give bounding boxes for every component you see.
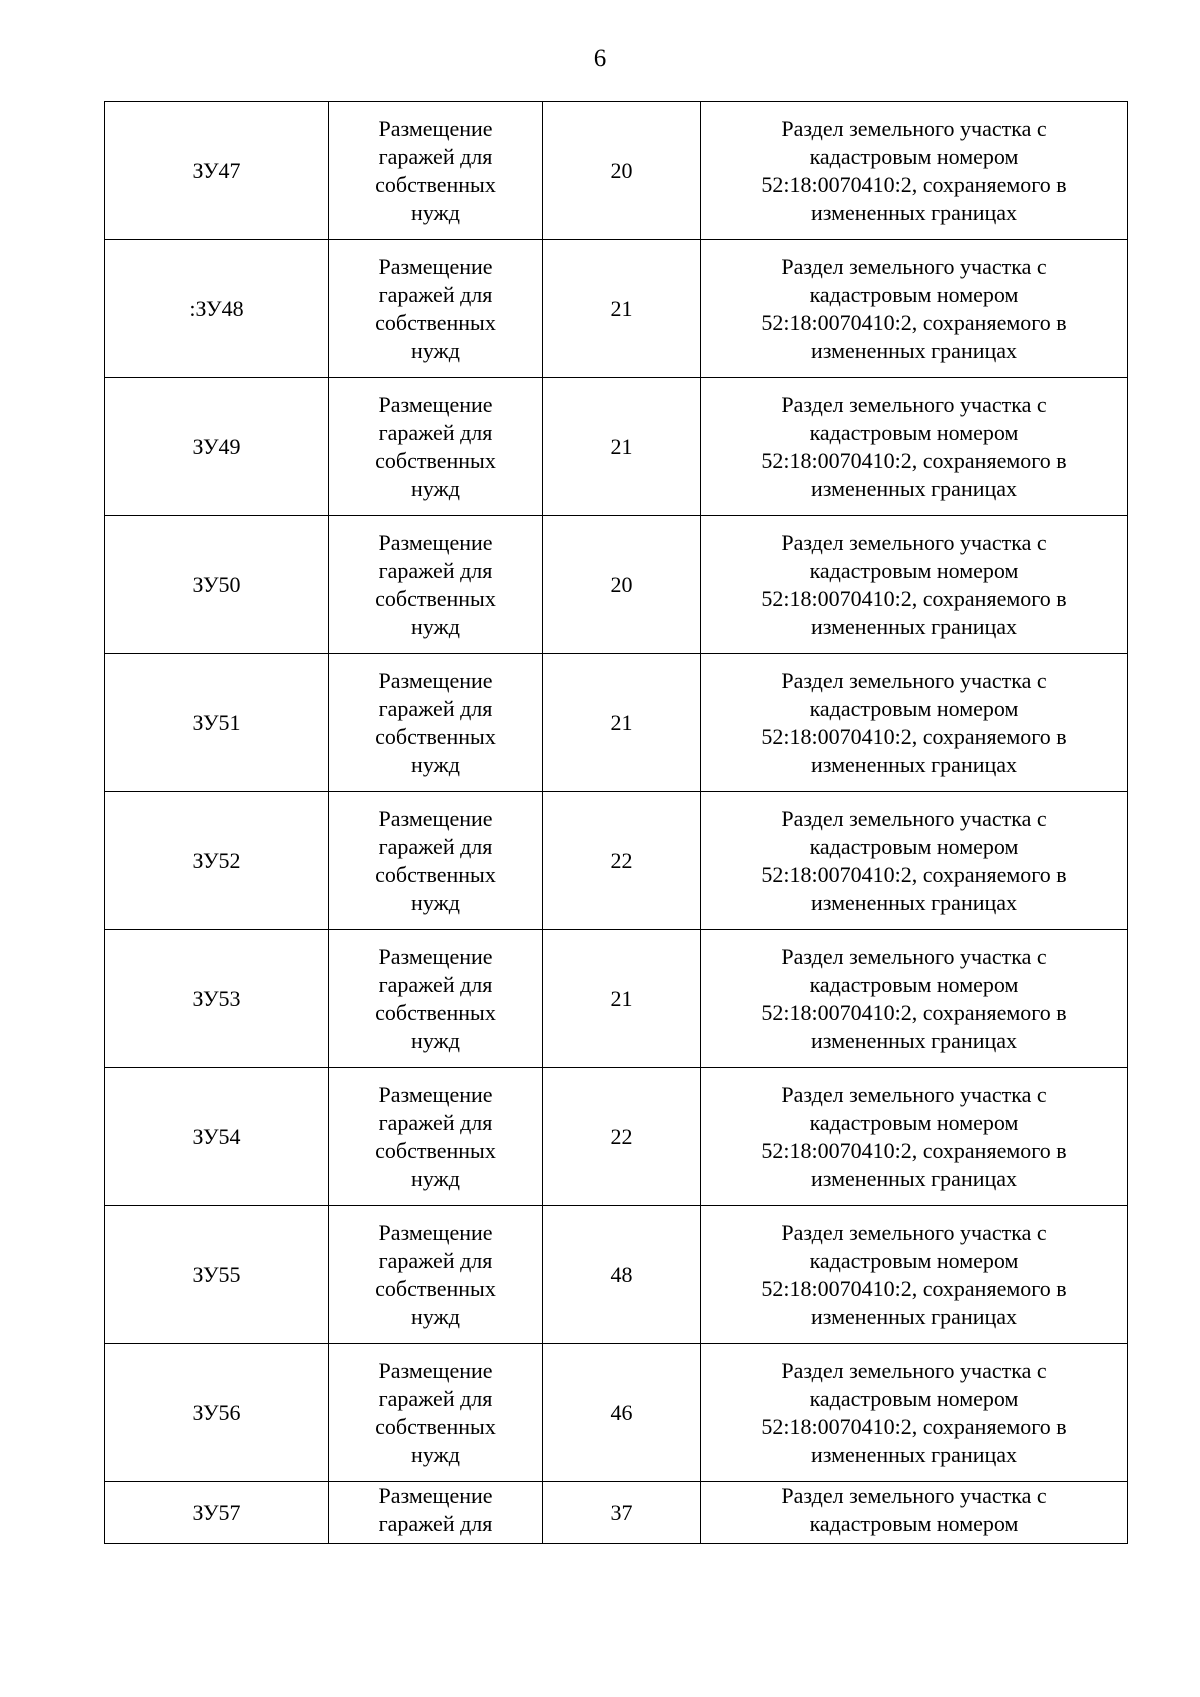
permitted-use-text: Размещение гаражей для собственных нужд: [375, 1219, 496, 1329]
permitted-use-text: Размещение гаражей для: [378, 1483, 493, 1536]
permitted-use-text: Размещение гаражей для собственных нужд: [375, 667, 496, 777]
table-row: [105, 930, 1128, 1068]
area-cell: 21: [543, 240, 701, 378]
area-cell: 46: [543, 1344, 701, 1482]
permitted-use-cell: [329, 516, 543, 654]
area-cell: 22: [543, 792, 701, 930]
permitted-use-text: Размещение гаражей для собственных нужд: [375, 805, 496, 915]
permitted-use-cell: [329, 1482, 543, 1544]
formation-method-text: Раздел земельного участка с кадастровым номером 52:18:0070410:2, сохраняемого в измененных границах: [761, 529, 1067, 639]
plot-id-cell: :ЗУ48: [105, 240, 329, 378]
formation-method-text: Раздел земельного участка с кадастровым номером 52:18:0070410:2, сохраняемого в измененных границах: [761, 115, 1067, 225]
table-row: [105, 102, 1128, 240]
plot-id-cell: ЗУ54: [105, 1068, 329, 1206]
plot-id-cell: ЗУ55: [105, 1206, 329, 1344]
permitted-use-cell: [329, 240, 543, 378]
formation-method-cell: [701, 930, 1128, 1068]
land-plots-table: [104, 101, 1128, 1544]
formation-method-cell: [701, 1344, 1128, 1482]
plot-id-cell: ЗУ56: [105, 1344, 329, 1482]
permitted-use-text: Размещение гаражей для собственных нужд: [375, 253, 496, 363]
area-cell: 37: [543, 1482, 701, 1544]
permitted-use-cell: [329, 792, 543, 930]
permitted-use-cell: [329, 1344, 543, 1482]
permitted-use-text: Размещение гаражей для собственных нужд: [375, 529, 496, 639]
area-cell: 20: [543, 516, 701, 654]
formation-method-cell: [701, 102, 1128, 240]
formation-method-text: Раздел земельного участка с кадастровым номером: [781, 1483, 1047, 1536]
formation-method-cell: [701, 1482, 1128, 1544]
formation-method-text: Раздел земельного участка с кадастровым номером 52:18:0070410:2, сохраняемого в измененных границах: [761, 253, 1067, 363]
table-row: [105, 516, 1128, 654]
permitted-use-text: Размещение гаражей для собственных нужд: [375, 1081, 496, 1191]
plot-id-cell: ЗУ53: [105, 930, 329, 1068]
plot-id-cell: ЗУ52: [105, 792, 329, 930]
permitted-use-cell: [329, 102, 543, 240]
permitted-use-cell: [329, 378, 543, 516]
formation-method-text: Раздел земельного участка с кадастровым номером 52:18:0070410:2, сохраняемого в измененных границах: [761, 667, 1067, 777]
page-number: 6: [593, 45, 607, 72]
formation-method-text: Раздел земельного участка с кадастровым номером 52:18:0070410:2, сохраняемого в измененных границах: [761, 1357, 1067, 1467]
formation-method-cell: [701, 516, 1128, 654]
table-row: [105, 1206, 1128, 1344]
formation-method-cell: [701, 378, 1128, 516]
area-cell: 21: [543, 930, 701, 1068]
plot-id-cell: ЗУ49: [105, 378, 329, 516]
table-row: [105, 792, 1128, 930]
permitted-use-text: Размещение гаражей для собственных нужд: [375, 115, 496, 225]
formation-method-text: Раздел земельного участка с кадастровым номером 52:18:0070410:2, сохраняемого в измененных границах: [761, 1219, 1067, 1329]
plot-id-cell: ЗУ51: [105, 654, 329, 792]
formation-method-text: Раздел земельного участка с кадастровым номером 52:18:0070410:2, сохраняемого в измененных границах: [761, 805, 1067, 915]
permitted-use-cell: [329, 1206, 543, 1344]
area-cell: 22: [543, 1068, 701, 1206]
area-cell: 21: [543, 378, 701, 516]
permitted-use-text: Размещение гаражей для собственных нужд: [375, 391, 496, 501]
permitted-use-cell: [329, 1068, 543, 1206]
plot-id-cell: ЗУ57: [105, 1482, 329, 1544]
table-row: [105, 240, 1128, 378]
plot-id-cell: ЗУ47: [105, 102, 329, 240]
plot-id-cell: ЗУ50: [105, 516, 329, 654]
permitted-use-text: Размещение гаражей для собственных нужд: [375, 1357, 496, 1467]
area-cell: 48: [543, 1206, 701, 1344]
formation-method-cell: [701, 240, 1128, 378]
area-cell: 21: [543, 654, 701, 792]
table-row: [105, 1344, 1128, 1482]
formation-method-cell: [701, 1206, 1128, 1344]
table-row: [105, 654, 1128, 792]
formation-method-cell: [701, 654, 1128, 792]
formation-method-text: Раздел земельного участка с кадастровым номером 52:18:0070410:2, сохраняемого в измененных границах: [761, 391, 1067, 501]
table-body: [105, 102, 1128, 1544]
table-row-partial: [105, 1482, 1128, 1544]
formation-method-text: Раздел земельного участка с кадастровым номером 52:18:0070410:2, сохраняемого в измененных границах: [761, 943, 1067, 1053]
permitted-use-cell: [329, 654, 543, 792]
permitted-use-text: Размещение гаражей для собственных нужд: [375, 943, 496, 1053]
formation-method-cell: [701, 1068, 1128, 1206]
permitted-use-cell: [329, 930, 543, 1068]
table-row: [105, 378, 1128, 516]
formation-method-text: Раздел земельного участка с кадастровым номером 52:18:0070410:2, сохраняемого в измененных границах: [761, 1081, 1067, 1191]
area-cell: 20: [543, 102, 701, 240]
formation-method-cell: [701, 792, 1128, 930]
table-row: [105, 1068, 1128, 1206]
